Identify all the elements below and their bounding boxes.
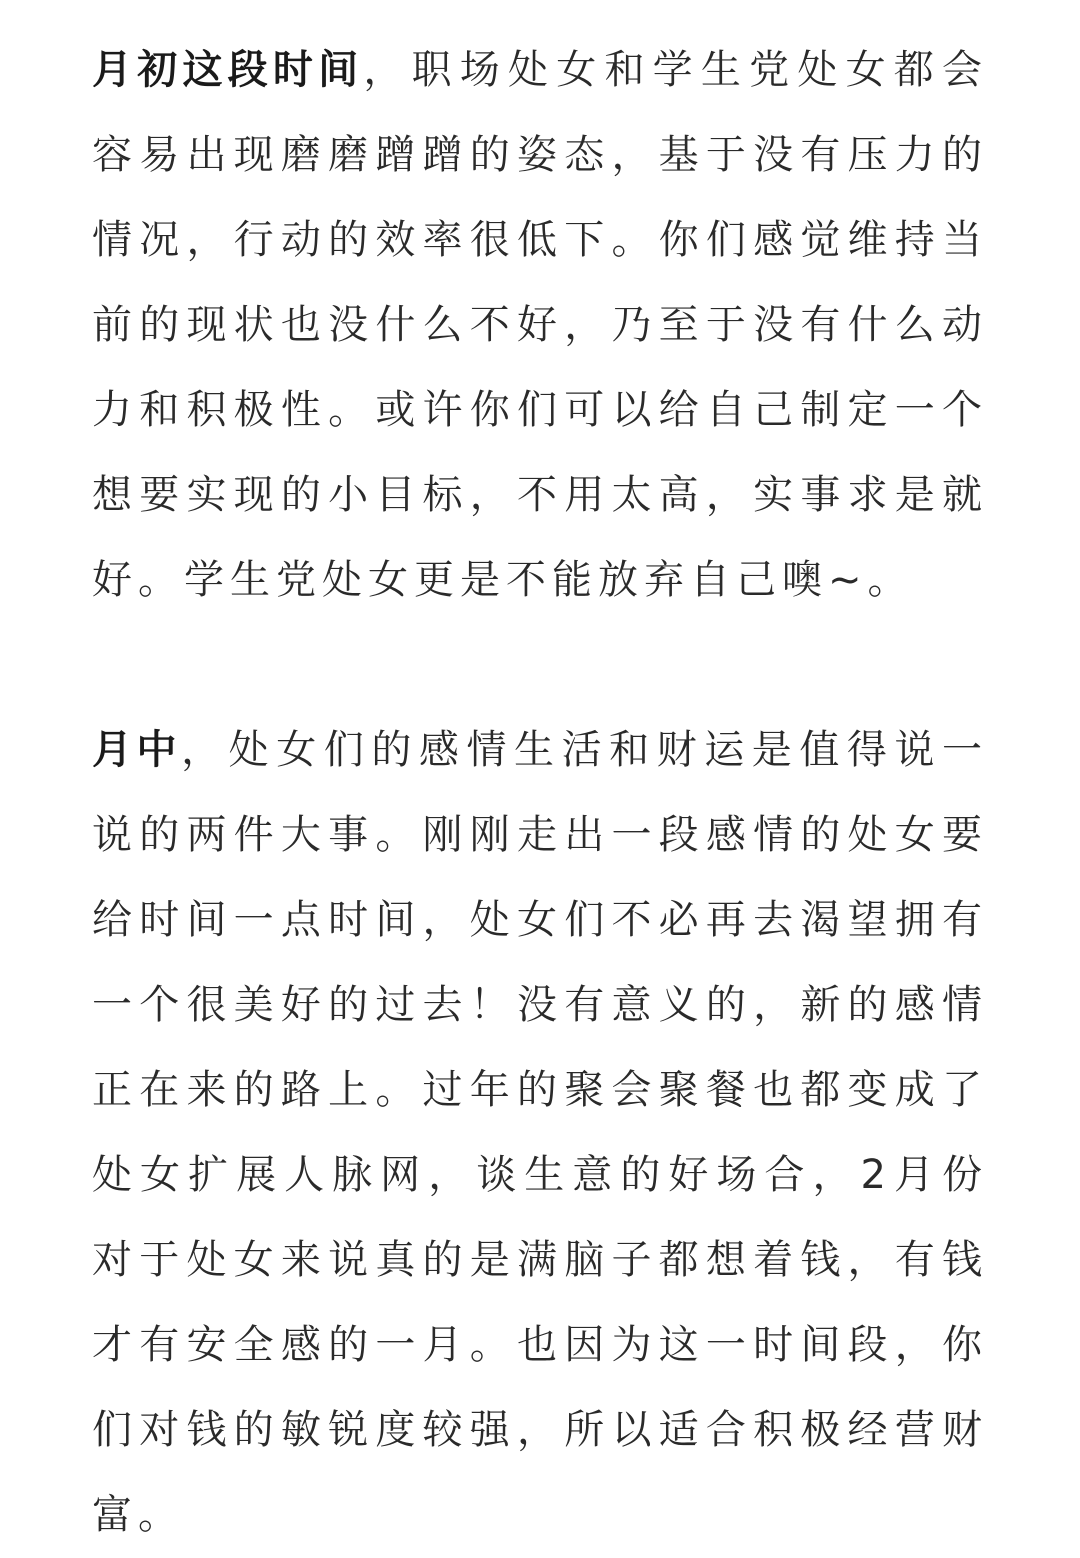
paragraph-mid-month — [92, 708, 988, 1558]
paragraph-early-month — [92, 28, 988, 623]
paragraph-lead-early-month: 月初这段时间 — [92, 47, 364, 93]
article-body — [92, 28, 988, 1558]
paragraph-lead-mid-month: 月中 — [92, 727, 182, 773]
paragraph-text-early-month: ，职场处女和学生党处女都会容易出现磨磨蹭蹭的姿态，基于没有压力的情况，行动的效率很低下。你们感觉维持当前的现状也没什么不好，乃至于没有什么动力和积极性。或许你们可以给自己制定一个想要实现的小目标，不用太高，实事求是就好。学生党处女更是不能放弃自己噢~。 — [92, 47, 989, 603]
paragraph-text-mid-month: ，处女们的感情生活和财运是值得说一说的两件大事。刚刚走出一段感情的处女要给时间一点时间，处女们不必再去渴望拥有一个很美好的过去！没有意义的，新的感情正在来的路上。过年的聚会聚餐也都变成了处女扩展人脉网，谈生意的好场合，2月份对于处女来说真的是满脑子都想着钱，有钱才有安全感的一月。也因为这一时间段，你们对钱的敏锐度较强，所以适合积极经营财富。 — [92, 727, 989, 1538]
